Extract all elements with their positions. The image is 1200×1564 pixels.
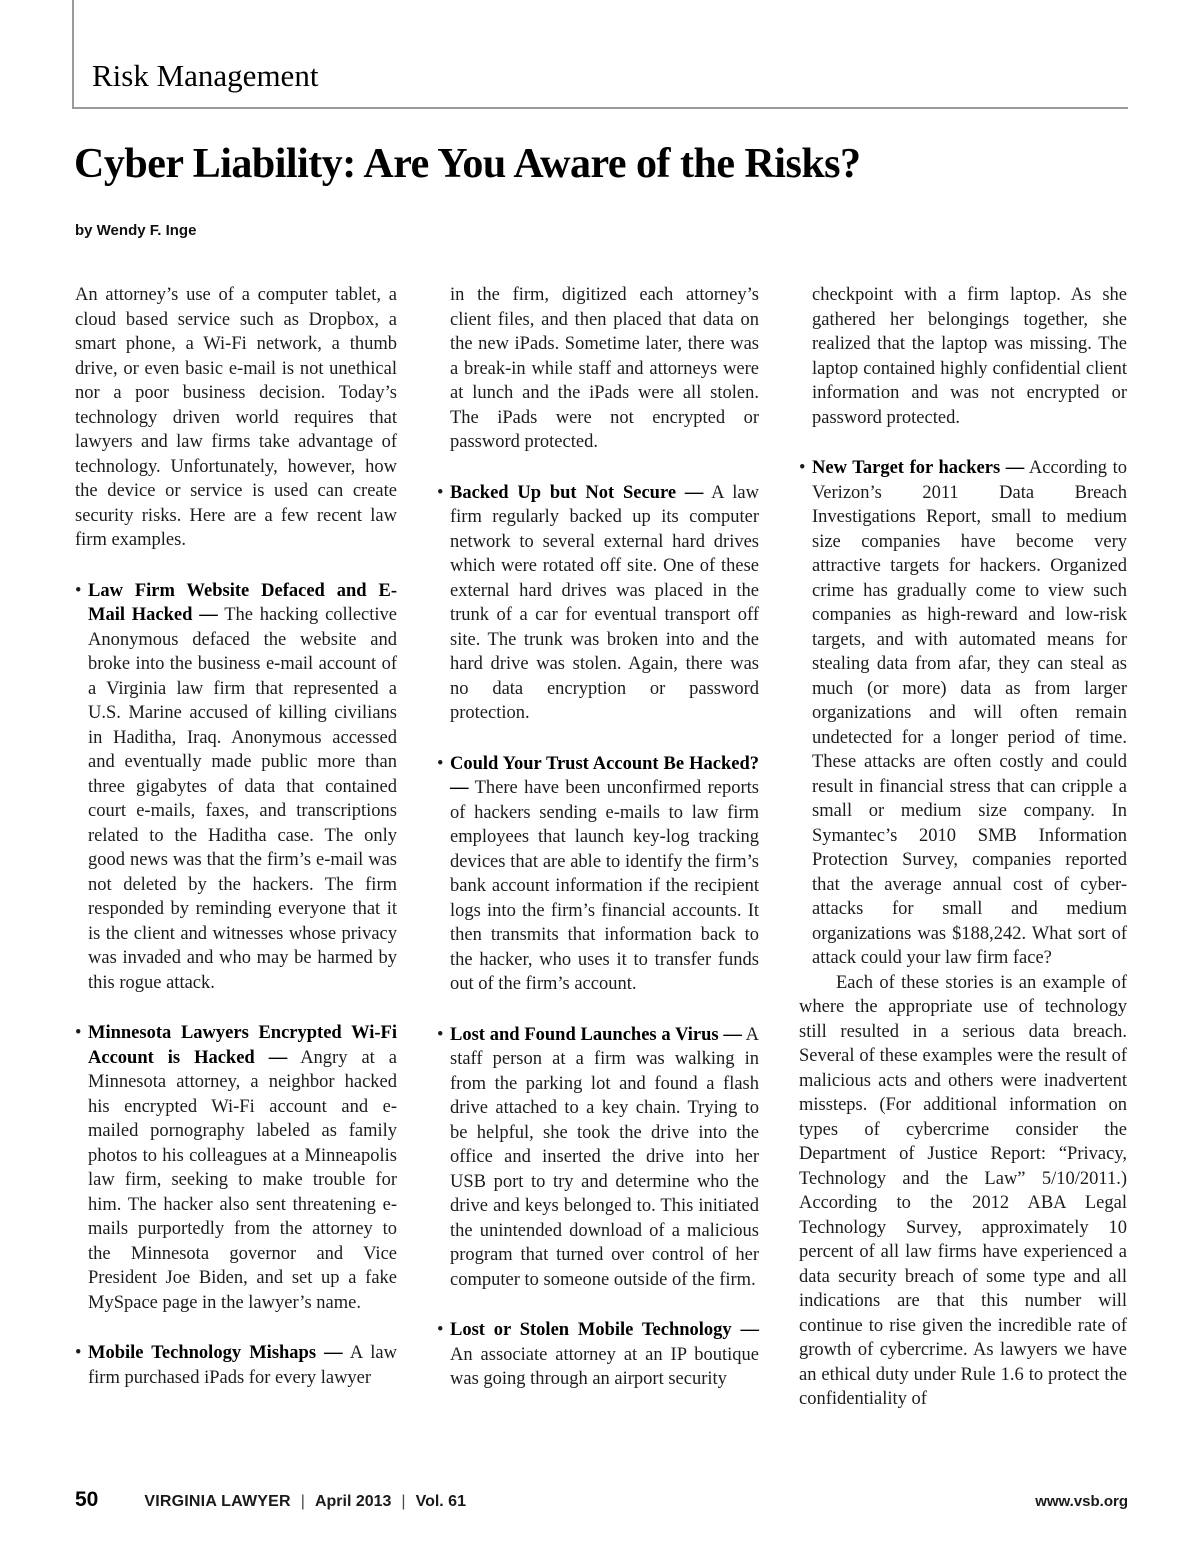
footer-separator: | (401, 1493, 406, 1510)
column-1 (75, 283, 397, 1412)
column-2 (437, 283, 759, 1412)
bullet-heading: New Target for hackers — (812, 458, 1025, 478)
bullet-item (437, 752, 759, 997)
bullet-body: A law firm purchased iPads for every lawyer (88, 1343, 398, 1388)
bullet-heading: Law Firm Website Defaced and E-Mail Hacked — (88, 580, 397, 625)
bullet-item (75, 579, 397, 996)
bullet-marker: • (75, 580, 82, 601)
footer-separator: | (300, 1493, 305, 1510)
paragraph: An attorney’s use of a computer tablet, a cloud based service such as Dropbox, a smart phone, a Wi-Fi network, a thumb drive, or even basic e-mail is not unethical nor a poor business decision. Today’s technology driven world requires that lawyers and law firms take advantage of technology. Unfortunately, however, how the device or service is used can create security risks. Here are a few recent law firm examples. (75, 285, 397, 550)
bullet-marker: • (437, 1024, 444, 1045)
bullet-body: A law firm regularly backed up its computer network to several external hard drives which were rotated off site. One of these external hard drives was placed in the trunk of a car for eventual transport off site. The trunk was broken into and the hard drive was stolen. Again, there was no data encryption or password protection. (450, 482, 759, 723)
publication-name: VIRGINIA LAWYER (144, 1493, 291, 1510)
bullet-item (799, 456, 1127, 971)
issue-date: April 2013 (314, 1493, 392, 1510)
page-footer (75, 1488, 1128, 1512)
bullet-heading: Mobile Technology Mishaps — (88, 1343, 343, 1363)
bullet-heading: Lost or Stolen Mobile Technology — (450, 1320, 759, 1340)
website-url: www.vsb.org (1035, 1493, 1128, 1510)
bullet-item (75, 1021, 397, 1315)
bullet-heading: Backed Up but Not Secure — (450, 482, 704, 503)
bullet-body: According to Verizon’s 2011 Data Breach Investigations Report, small to medium size companies have become very attractive targets for hackers. Organized crime has gradually come to view such companies as high-reward and low-risk targets, and with automated means for stealing data from afar, they can steal as much (or more) data as from larger organizations and will often remain undetected for a longer period of time. These attacks are often costly and could result in financial stress that can cripple a small or medium size company. In Symantec’s 2010 SMB Information Protection Survey, companies reported that the average annual cost of cyber-attacks for small and medium organizations was $188,242. What sort of attack could your law firm face? (812, 458, 1127, 968)
continuation-paragraph: checkpoint with a firm laptop. As she gathered her belongings together, she realized that the laptop was missing. The laptop contained highly confidential client information and was not encrypted or password protected. (812, 285, 1127, 428)
section-kicker: Risk Management (92, 58, 319, 93)
column-3 (799, 283, 1127, 1412)
continuation-paragraph: in the firm, digitized each attorney’s client files, and then placed that data on the new iPads. Sometime later, there was a break-in while staff and attorneys were at lunch and the iPads were all stolen. The iPads were not encrypted or password protected. (450, 285, 759, 452)
footer-left (75, 1488, 466, 1512)
bullet-heading: Could Your Trust Account Be Hacked? — (450, 753, 759, 798)
bullet-heading: Minnesota Lawyers Encrypted Wi-Fi Account is Hacked — (88, 1023, 397, 1068)
bullet-body: The hacking collective Anonymous defaced the website and broke into the business e-mail account of a Virginia law firm that represented a U.S. Marine accused of killing civilians in Haditha, Iraq. Anonymous accessed and eventually made public more than three gigabytes of data that contained court e-mails, faxes, and transcriptions related to the Haditha case. The only good news was that the firm’s e-mail was not deleted by the hackers. The firm responded by reminding everyone that it is the client and witnesses whose privacy was invaded and who may be harmed by this rogue attack. (88, 605, 397, 993)
bullet-marker: • (75, 1343, 82, 1363)
bullet-heading: Lost and Found Launches a Virus — (450, 1024, 742, 1045)
bullet-marker: • (437, 482, 444, 503)
bullet-item (437, 1318, 759, 1392)
bullet-item (75, 1341, 397, 1390)
bullet-body: There have been unconfirmed reports of hackers sending e-mails to law firm employees that launch key-log tracking devices that are able to identify the firm’s bank account information if the recipient logs into the firm’s financial accounts. It then transmits that information back to the hacker, who uses it to transfer funds out of the firm’s account. (450, 778, 759, 994)
bullet-body: An associate attorney at an IP boutique was going through an airport security (450, 1344, 759, 1389)
bullet-body: Angry at a Minnesota attorney, a neighbor hacked his encrypted Wi-Fi account and e-mailed pornography labeled as family photos to his colleagues at a Minneapolis law firm, seeking to make trouble for him. The hacker also sent threatening e-mails purportedly from the attorney to the Minnesota governor and Vice President Joe Biden, and set up a fake MySpace page in the lawyer’s name. (88, 1047, 397, 1313)
paragraph: Each of these stories is an example of where the appropriate use of technology still resulted in a serious data breach. Several of these examples were the result of malicious acts and others were inadvertent missteps. (For additional information on types of cybercrime consider the Department of Justice Report: “Privacy, Technology and the Law” 5/10/2011.) According to the 2012 ABA Legal Technology Survey, approximately 10 percent of all law firms have experienced a data security breach of some type and all indications are that this number will continue to rise given the incredible rate of growth of cybercrime. As lawyers we have an ethical duty under Rule 1.6 to protect the confidentiality of (799, 972, 1127, 1409)
bullet-body: A staff person at a firm was walking in from the parking lot and found a flash drive attached to a key chain. Trying to be helpful, she took the drive into the office and inserted the drive into her USB port to try and determine who the drive and keys belonged to. This initiated the unintended download of a malicious program that turned over control of her computer to someone outside of the firm. (450, 1024, 760, 1290)
bullet-marker: • (799, 458, 806, 478)
header-horizontal-rule (72, 107, 1128, 109)
page-number: 50 (75, 1488, 99, 1511)
byline: by Wendy F. Inge (75, 222, 197, 239)
bullet-item (437, 481, 759, 726)
bullet-marker: • (437, 753, 444, 774)
header-vertical-rule (72, 0, 74, 108)
volume-number: Vol. 61 (415, 1493, 466, 1510)
bullet-item (437, 1023, 759, 1293)
bullet-marker: • (437, 1320, 444, 1340)
bullet-marker: • (75, 1023, 82, 1043)
article-title: Cyber Liability: Are You Aware of the Risks? (74, 141, 861, 187)
article-body (75, 283, 1130, 1412)
